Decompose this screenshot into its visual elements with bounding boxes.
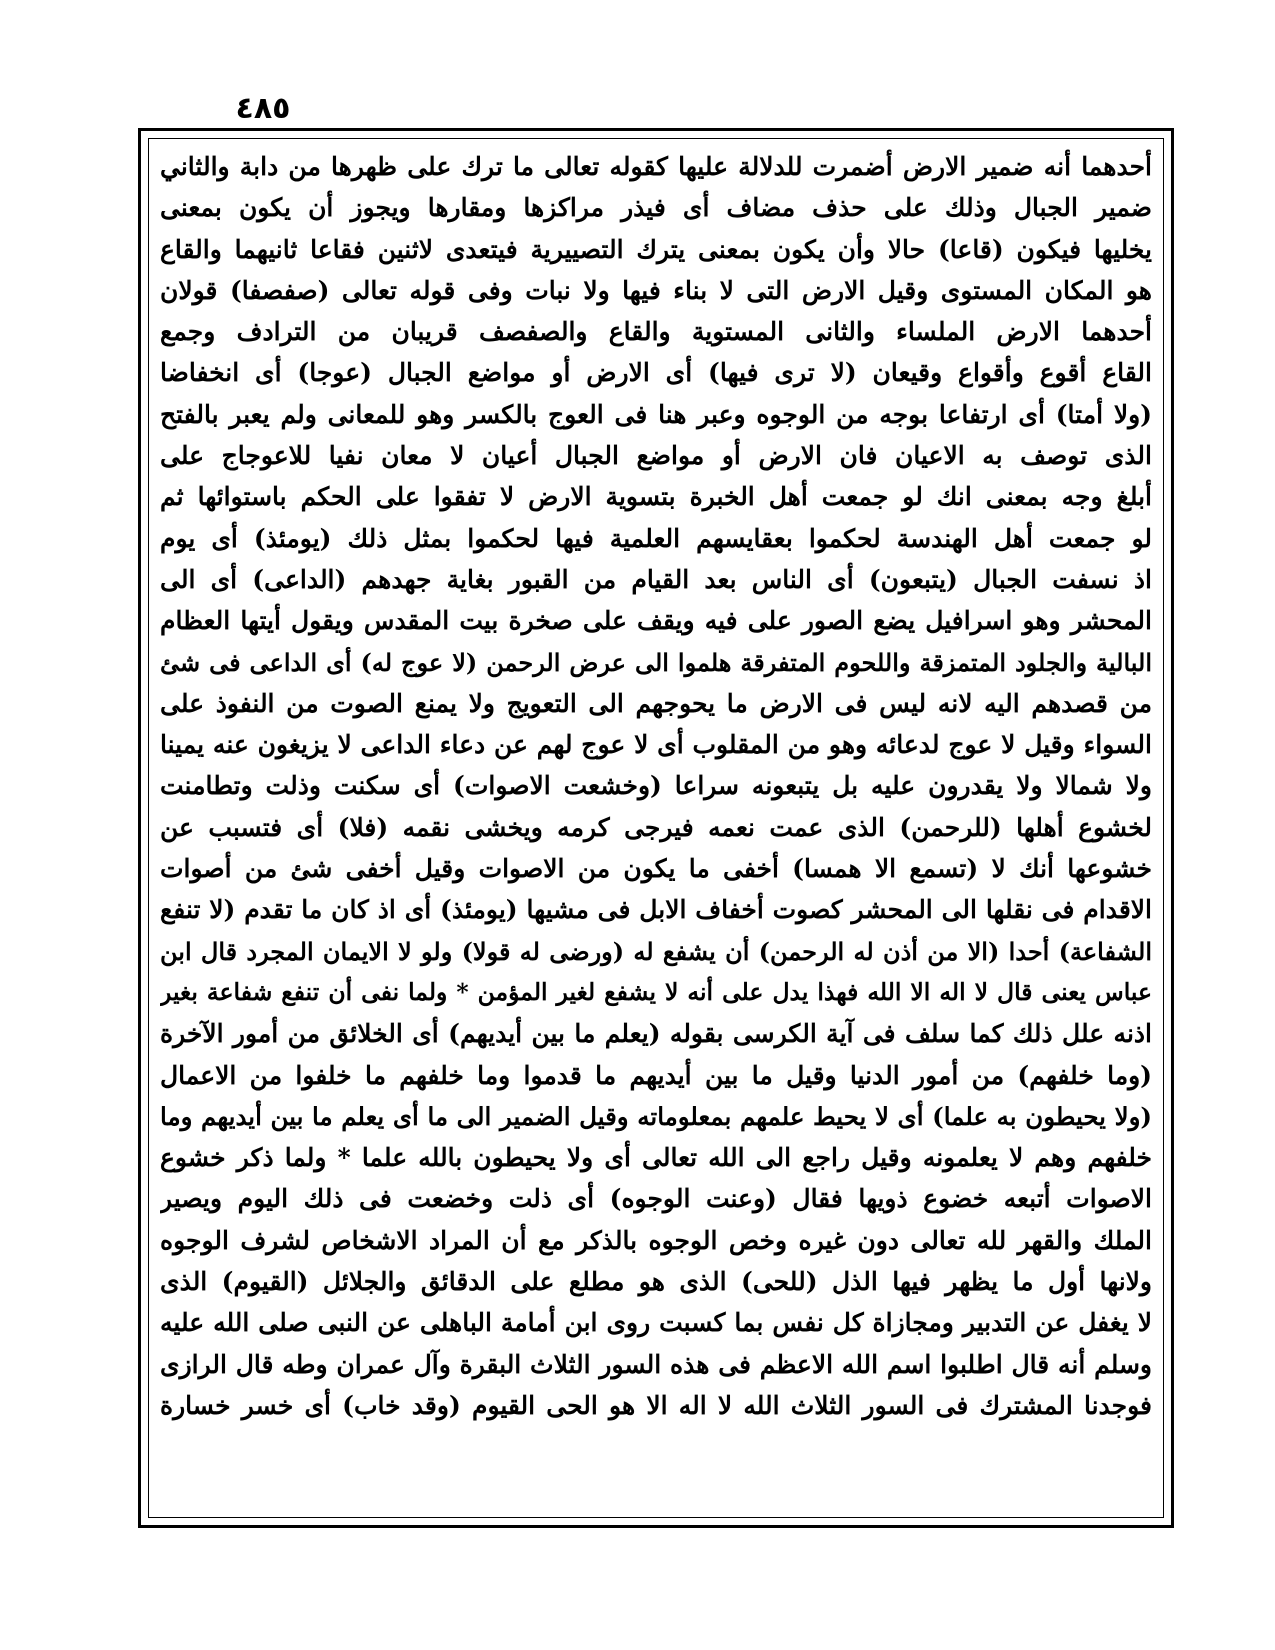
text-line: اذ نسفت الجبال (يتبعون) أى الناس بعد القيام من القبور بغاية جهدهم (الداعى) أى الى	[160, 564, 1152, 594]
text-line: أحدهما أنه ضمير الارض أضمرت للدلالة عليها كقوله تعالى ما ترك على ظهرها من دابة والثاني	[160, 152, 1152, 181]
text-line: الشفاعة) أحدا (الا من أذن له الرحمن) أن يشفع له (ورضى له قولا) ولو لا الايمان المجرد قال ابن	[160, 936, 1152, 966]
text-line: الاقدام فى نقلها الى المحشر كصوت أخفاف الابل فى مشيها (يومئذ) أى اذ كان ما تقدم (لا تنفع	[160, 895, 1152, 925]
text-line: فوجدنا المشترك فى السور الثلاث الله لا اله الا هو الحى القيوم (وقد خاب) أى خسر خسارة	[160, 1390, 1152, 1420]
text-line: الملك والقهر لله تعالى دون غيره وخص الوجوه بالذكر مع أن المراد الاشخاص لشرف الوجوه	[160, 1225, 1152, 1255]
text-line: خلفهم وهم لا يعلمونه وقيل راجع الى الله تعالى أى ولا يحيطون بالله علما * ولما ذكر خشوع	[160, 1143, 1152, 1173]
text-line: (ولا أمتا) أى ارتفاعا بوجه من الوجوه وعبر هنا فى العوج بالكسر وهو للمعانى ولم يعبر بالفتح	[160, 399, 1152, 429]
text-line: ضمير الجبال وذلك على حذف مضاف أى فيذر مراكزها ومقارها ويجوز أن يكون بمعنى	[160, 193, 1152, 223]
text-line: اذنه علل ذلك كما سلف فى آية الكرسى بقوله (يعلم ما بين أيديهم) أى الخلائق من أمور الآخرة	[160, 1019, 1152, 1049]
text-line: لخشوع أهلها (للرحمن) الذى عمت نعمه فيرجى كرمه ويخشى نقمه (فلا) أى فتسبب عن	[160, 812, 1152, 842]
text-line: أحدهما الارض الملساء والثانى المستوية والقاع والصفصف قريبان من الترادف وجمع	[160, 317, 1152, 347]
text-line: لو جمعت أهل الهندسة لحكموا بعقايسهم العلمية فيها لحكموا بمثل ذلك (يومئذ) أى يوم	[160, 523, 1152, 553]
text-line: (وما خلفهم) من أمور الدنيا وقيل ما بين أيديهم ما قدموا وما خلفهم ما خلفوا من الاعمال	[160, 1060, 1152, 1090]
text-line: الذى توصف به الاعيان فان الارض أو مواضع الجبال أعيان لا معان نفيا للاعوجاج على	[160, 441, 1152, 471]
text-line: ولا شمالا ولا يقدرون عليه بل يتبعونه سراعا (وخشعت الاصوات) أى سكنت وذلت وتطامنت	[160, 771, 1152, 801]
text-line: (ولا يحيطون به علما) أى لا يحيط علمهم بمعلوماته وقيل الضمير الى ما أى يعلم ما بين أيديهم وما	[160, 1101, 1152, 1131]
text-line: الاصوات أتبعه خضوع ذويها فقال (وعنت الوجوه) أى ذلت وخضعت فى ذلك اليوم ويصير	[160, 1184, 1152, 1214]
text-line: هو المكان المستوى وقيل الارض التى لا بناء فيها ولا نبات وفى قوله تعالى (صفصفا) قولان	[160, 275, 1152, 305]
text-line: عباس يعنى قال لا اله الا الله فهذا يدل على أنه لا يشفع لغير المؤمن * ولما نفى أن تنفع شفاعة بغير	[160, 977, 1152, 1006]
text-line: ولانها أول ما يظهر فيها الذل (للحى) الذى هو مطلع على الدقائق والجلائل (القيوم) الذى	[160, 1267, 1152, 1297]
page-number: ٤٨٥	[235, 91, 291, 126]
text-line: لا يغفل عن التدبير ومجازاة كل نفس بما كسبت روى ابن أمامة الباهلى عن النبى صلى الله عليه	[160, 1308, 1152, 1338]
text-line: خشوعها أنك لا (تسمع الا همسا) أخفى ما يكون من الاصوات وقيل أخفى شئ من أصوات	[160, 854, 1152, 884]
text-line: البالية والجلود المتمزقة واللحوم المتفرقة هلموا الى عرض الرحمن (لا عوج له) أى الداعى فى شئ	[160, 647, 1152, 677]
text-line: أبلغ وجه بمعنى انك لو جمعت أهل الخبرة بتسوية الارض لا تفقوا على الحكم باستوائها ثم	[160, 482, 1152, 512]
text-line: المحشر وهو اسرافيل يضع الصور على فيه ويقف على صخرة بيت المقدس ويقول أيتها العظام	[160, 606, 1152, 636]
text-line: من قصدهم اليه لانه ليس فى الارض ما يحوجهم الى التعويج ولا يمنع الصوت من النفوذ على	[160, 688, 1152, 718]
text-line: القاع أقوع وأقواع وقيعان (لا ترى فيها) أى الارض أو مواضع الجبال (عوجا) أى انخفاضا	[160, 358, 1152, 388]
text-line: يخليها فيكون (قاعا) حالا وأن يكون بمعنى يترك التصييرية فيتعدى لاثنين فقاعا ثانيهما والقاع	[160, 234, 1152, 264]
main-text-block	[160, 146, 1152, 1512]
text-line: وسلم أنه قال اطلبوا اسم الله الاعظم فى هذه السور الثلاث البقرة وآل عمران وطه قال الرازى	[160, 1349, 1152, 1379]
text-line: السواء وقيل لا عوج لدعائه وهو من المقلوب أى لا عوج لهم عن دعاء الداعى لا يزيغون عنه يمينا	[160, 730, 1152, 760]
